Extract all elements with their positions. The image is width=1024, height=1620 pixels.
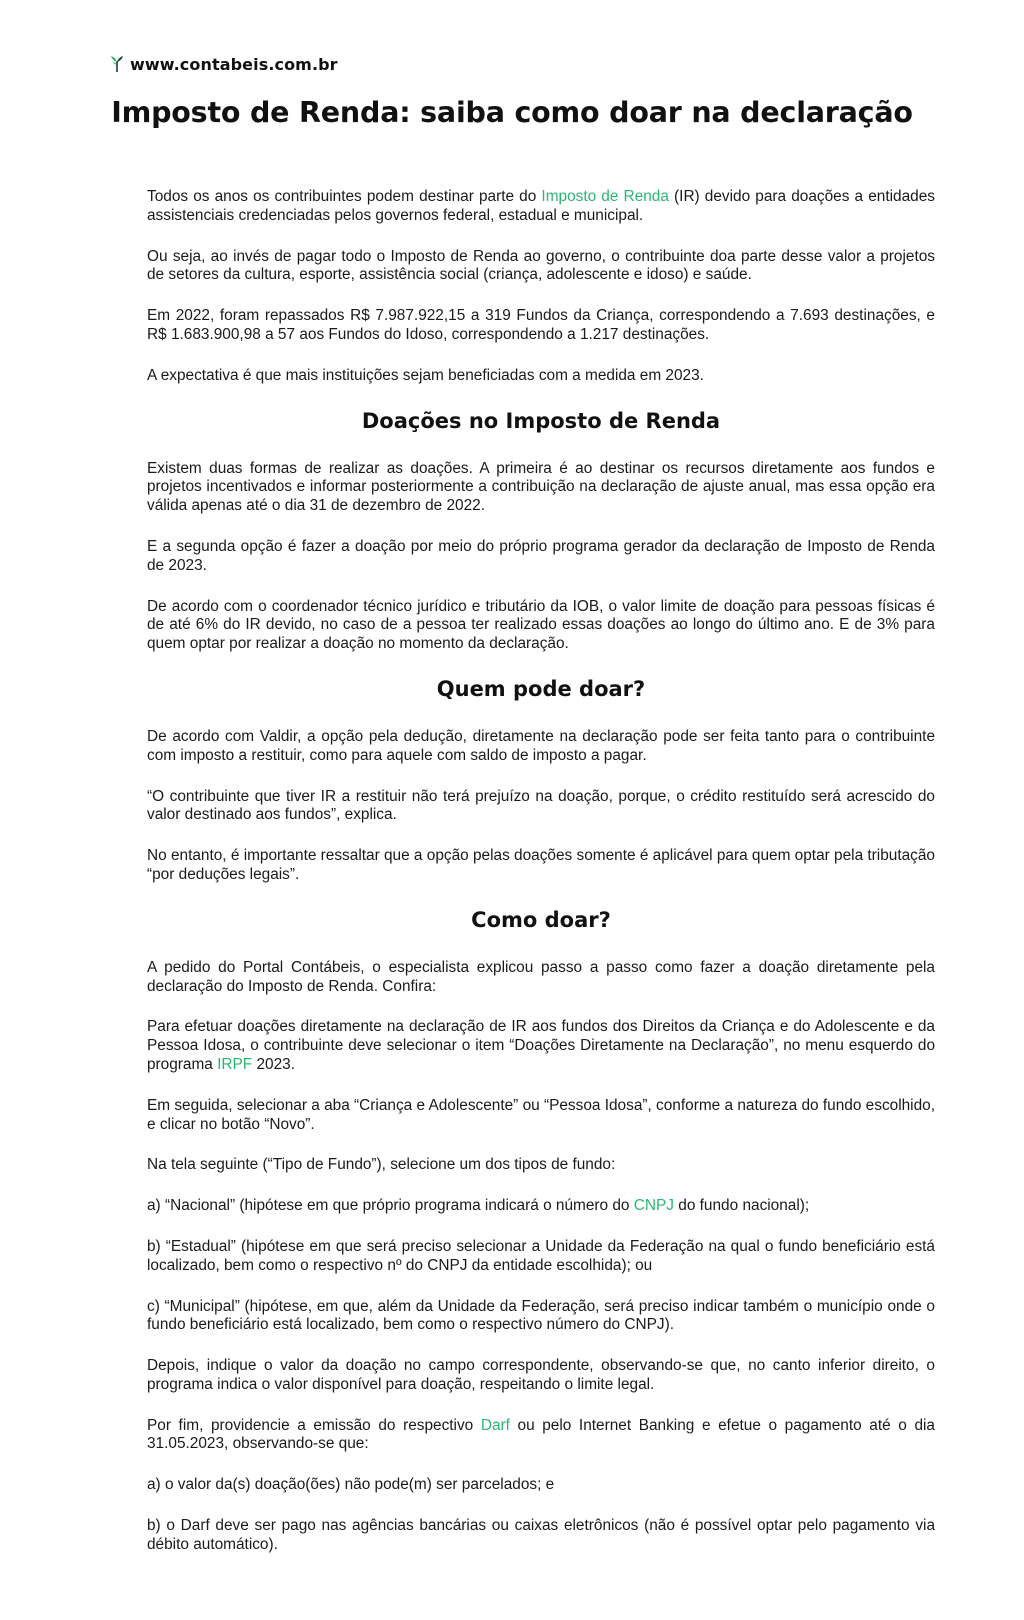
text: Por fim, providencie a emissão do respectivo <box>147 1416 481 1434</box>
paragraph <box>147 1018 935 1074</box>
paragraph: “O contribuinte que tiver IR a restituir não terá prejuízo na doação, porque, o crédito restituído será acrescido do valor destinado aos fundos”, explica. <box>147 787 935 824</box>
text: Para efetuar doações diretamente na declaração de IR aos fundos dos Direitos da Criança e do Adolescente e da Pessoa Idosa, o contribuinte deve selecionar o item “Doações Diretamente na Declaração”, no menu esquerdo do programa <box>147 1018 935 1073</box>
section-heading-como-doar: Como doar? <box>471 907 611 932</box>
site-header <box>110 52 338 76</box>
paragraph <box>147 1417 935 1455</box>
irpf-link[interactable]: IRPF <box>217 1055 253 1073</box>
paragraph: De acordo com Valdir, a opção pela dedução, diretamente na declaração pode ser feita tanto para o contribuinte com imposto a restituir, como para aquele com saldo de imposto a pagar. <box>147 727 935 764</box>
paragraph: Na tela seguinte (“Tipo de Fundo”), selecione um dos tipos de fundo: <box>147 1156 616 1174</box>
paragraph: E a segunda opção é fazer a doação por meio do próprio programa gerador da declaração de Imposto de Renda de 2023. <box>147 537 935 574</box>
paragraph: Existem duas formas de realizar as doações. A primeira é ao destinar os recursos diretamente aos fundos e projetos incentivados e informar posteriormente a contribuição na declaração de ajuste anual, mas essa opção era válida apenas até o dia 31 de dezembro de 2022. <box>147 459 935 515</box>
paragraph <box>147 188 935 226</box>
cnpj-link[interactable]: CNPJ <box>633 1197 674 1215</box>
paragraph: Ou seja, ao invés de pagar todo o Imposto de Renda ao governo, o contribuinte doa parte desse valor a projetos de setores da cultura, esporte, assistência social (criança, adolescente e idoso) e saúde. <box>147 247 935 284</box>
paragraph: a) o valor da(s) doação(ões) não pode(m) ser parcelados; e <box>147 1476 555 1494</box>
paragraph: Em 2022, foram repassados R$ 7.987.922,15 a 319 Fundos da Criança, correspondendo a 7.693 destinações, e R$ 1.683.900,98 a 57 aos Fundos do Idoso, correspondendo a 1.217 destinações. <box>147 307 935 343</box>
paragraph: A pedido do Portal Contábeis, o especialista explicou passo a passo como fazer a doação diretamente pela declaração do Imposto de Renda. Confira: <box>147 958 935 995</box>
text: 2023. <box>252 1055 296 1073</box>
site-url-link[interactable]: www.contabeis.com.br <box>130 54 338 74</box>
paragraph: c) “Municipal” (hipótese, em que, além da Unidade da Federação, será preciso indicar também o município onde o fundo beneficiário está localizado, bem como o respectivo número do CNPJ). <box>147 1297 935 1334</box>
contabeis-logo-icon <box>110 55 124 73</box>
paragraph: b) “Estadual” (hipótese em que será preciso selecionar a Unidade da Federação na qual o fundo beneficiário está localizado, bem como o respectivo nº do CNPJ da entidade escolhida); ou <box>147 1237 935 1274</box>
section-heading-quem-pode-doar: Quem pode doar? <box>436 676 646 701</box>
text: ou pelo Internet Banking e efetue o pagamento até o dia 31.05.2023, observando-se que: <box>147 1416 935 1453</box>
imposto-de-renda-link[interactable]: Imposto de Renda <box>541 188 669 205</box>
article-body <box>147 188 935 1577</box>
paragraph <box>147 1197 935 1216</box>
section-heading-doacoes: Doações no Imposto de Renda <box>361 408 721 433</box>
paragraph: A expectativa é que mais instituições sejam beneficiadas com a medida em 2023. <box>147 366 704 384</box>
text: Todos os anos os contribuintes podem destinar parte do <box>147 188 542 205</box>
paragraph: No entanto, é importante ressaltar que a opção pelas doações somente é aplicável para quem optar pela tributação “por deduções legais”. <box>147 847 935 883</box>
text: do fundo nacional); <box>673 1197 810 1215</box>
darf-link[interactable]: Darf <box>480 1416 510 1434</box>
article-title: Imposto de Renda: saiba como doar na declaração <box>111 96 913 129</box>
paragraph: Em seguida, selecionar a aba “Criança e Adolescente” ou “Pessoa Idosa”, conforme a natureza do fundo escolhido, e clicar no botão “Novo”. <box>147 1096 935 1133</box>
text: (IR) devido para doações a entidades assistenciais credenciadas pelos governos federal, estadual e municipal. <box>147 188 935 224</box>
paragraph: Depois, indique o valor da doação no campo correspondente, observando-se que, no canto inferior direito, o programa indica o valor disponível para doação, respeitando o limite legal. <box>147 1357 935 1393</box>
paragraph: De acordo com o coordenador técnico jurídico e tributário da IOB, o valor limite de doação para pessoas físicas é de até 6% do IR devido, no caso de a pessoa ter realizado essas doações ao longo do último ano. E de 3% para quem optar por realizar a doação no momento da declaração. <box>147 597 935 653</box>
text: a) “Nacional” (hipótese em que próprio programa indicará o número do <box>147 1197 634 1215</box>
paragraph: b) o Darf deve ser pago nas agências bancárias ou caixas eletrônicos (não é possível optar pelo pagamento via débito automático). <box>147 1517 935 1553</box>
